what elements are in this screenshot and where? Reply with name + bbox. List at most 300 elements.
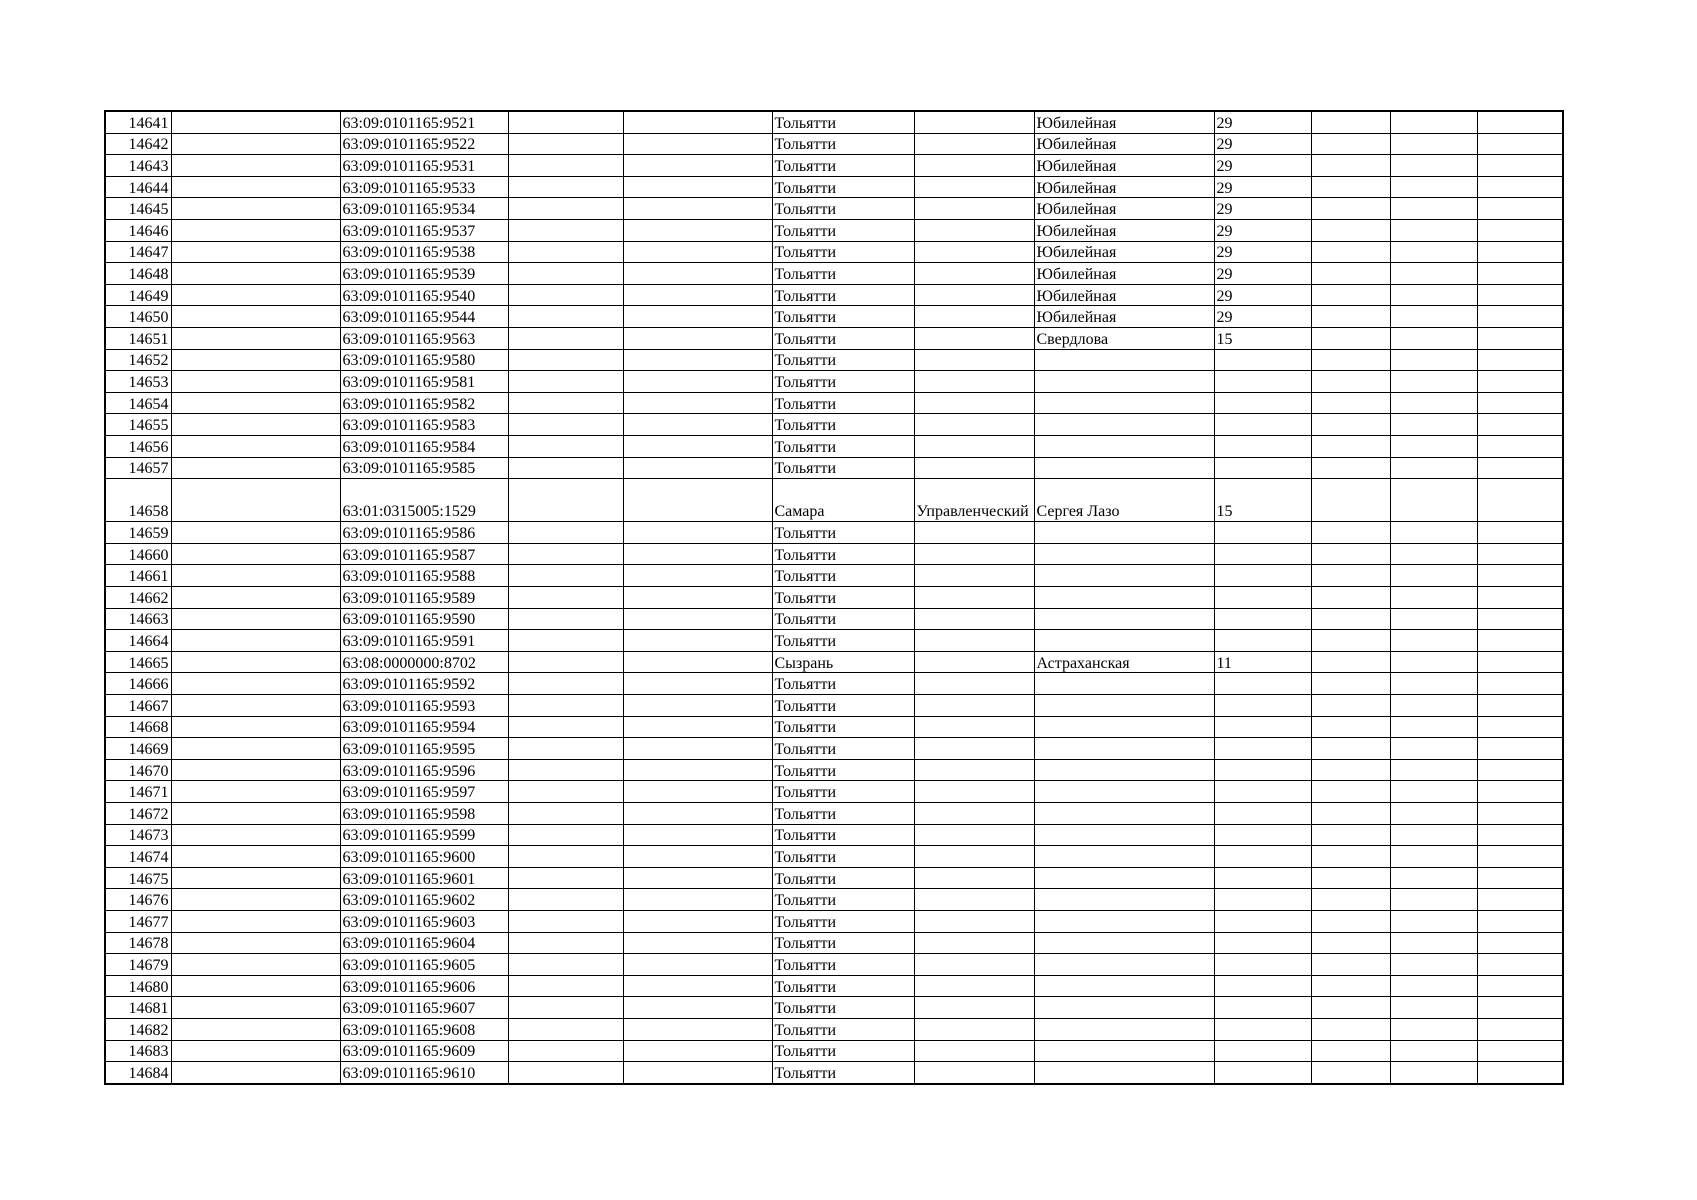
city-cell: Сызрань: [772, 651, 914, 673]
table-row: [105, 954, 1563, 976]
empty-cell: [171, 371, 340, 393]
row-number-cell: 14647: [105, 241, 171, 263]
empty-cell: [171, 263, 340, 285]
city-cell: Тольятти: [772, 867, 914, 889]
street-cell: [1034, 803, 1214, 825]
empty-cell: [623, 543, 772, 565]
empty-cell: [623, 587, 772, 609]
row-number-cell: 14669: [105, 738, 171, 760]
empty-cell: [1390, 1062, 1477, 1084]
empty-cell: [1477, 479, 1563, 522]
empty-cell: [623, 803, 772, 825]
table-row: [105, 479, 1563, 522]
district-cell: [914, 327, 1034, 349]
empty-cell: [508, 781, 623, 803]
row-number-cell: 14679: [105, 954, 171, 976]
empty-cell: [1390, 824, 1477, 846]
empty-cell: [171, 630, 340, 652]
district-cell: Управленческий: [914, 479, 1034, 522]
empty-cell: [1477, 263, 1563, 285]
cadastral-number-cell: 63:09:0101165:9593: [340, 695, 508, 717]
street-cell: [1034, 975, 1214, 997]
city-cell: Тольятти: [772, 111, 914, 133]
row-number-cell: 14675: [105, 867, 171, 889]
empty-cell: [623, 716, 772, 738]
district-cell: [914, 284, 1034, 306]
table-row: [105, 371, 1563, 393]
cadastral-number-cell: 63:09:0101165:9586: [340, 522, 508, 544]
empty-cell: [1390, 306, 1477, 328]
table-row: [105, 738, 1563, 760]
empty-cell: [171, 997, 340, 1019]
empty-cell: [1311, 759, 1390, 781]
empty-cell: [508, 738, 623, 760]
district-cell: [914, 889, 1034, 911]
empty-cell: [508, 932, 623, 954]
records-table-body: [105, 111, 1563, 1084]
empty-cell: [623, 954, 772, 976]
empty-cell: [508, 1040, 623, 1062]
row-number-cell: 14654: [105, 392, 171, 414]
street-cell: Юбилейная: [1034, 306, 1214, 328]
empty-cell: [623, 414, 772, 436]
house-number-cell: [1214, 695, 1311, 717]
empty-cell: [1390, 608, 1477, 630]
house-number-cell: [1214, 803, 1311, 825]
house-number-cell: [1214, 781, 1311, 803]
empty-cell: [1390, 565, 1477, 587]
cadastral-number-cell: 63:09:0101165:9539: [340, 263, 508, 285]
street-cell: [1034, 695, 1214, 717]
table-row: [105, 349, 1563, 371]
empty-cell: [623, 1062, 772, 1084]
table-row: [105, 543, 1563, 565]
table-row: [105, 198, 1563, 220]
empty-cell: [623, 824, 772, 846]
empty-cell: [171, 759, 340, 781]
street-cell: Юбилейная: [1034, 176, 1214, 198]
cadastral-number-cell: 63:09:0101165:9531: [340, 155, 508, 177]
empty-cell: [171, 435, 340, 457]
empty-cell: [171, 1062, 340, 1084]
empty-cell: [171, 716, 340, 738]
empty-cell: [1390, 327, 1477, 349]
empty-cell: [171, 543, 340, 565]
empty-cell: [1390, 932, 1477, 954]
city-cell: Тольятти: [772, 587, 914, 609]
row-number-cell: 14678: [105, 932, 171, 954]
street-cell: [1034, 889, 1214, 911]
empty-cell: [1477, 543, 1563, 565]
house-number-cell: [1214, 1040, 1311, 1062]
table-row: [105, 781, 1563, 803]
cadastral-number-cell: 63:09:0101165:9587: [340, 543, 508, 565]
row-number-cell: 14659: [105, 522, 171, 544]
empty-cell: [508, 198, 623, 220]
empty-cell: [1390, 738, 1477, 760]
city-cell: Тольятти: [772, 846, 914, 868]
cadastral-number-cell: 63:09:0101165:9596: [340, 759, 508, 781]
street-cell: [1034, 522, 1214, 544]
empty-cell: [1311, 846, 1390, 868]
empty-cell: [508, 263, 623, 285]
empty-cell: [1390, 651, 1477, 673]
empty-cell: [623, 371, 772, 393]
table-row: [105, 608, 1563, 630]
district-cell: [914, 522, 1034, 544]
empty-cell: [1311, 997, 1390, 1019]
empty-cell: [1477, 457, 1563, 479]
empty-cell: [623, 263, 772, 285]
empty-cell: [1311, 306, 1390, 328]
empty-cell: [1477, 349, 1563, 371]
cadastral-number-cell: 63:09:0101165:9534: [340, 198, 508, 220]
empty-cell: [1390, 975, 1477, 997]
empty-cell: [1311, 155, 1390, 177]
empty-cell: [1390, 435, 1477, 457]
city-cell: Тольятти: [772, 803, 914, 825]
cadastral-number-cell: 63:09:0101165:9588: [340, 565, 508, 587]
city-cell: Тольятти: [772, 781, 914, 803]
table-row: [105, 306, 1563, 328]
empty-cell: [1311, 435, 1390, 457]
empty-cell: [171, 457, 340, 479]
empty-cell: [1390, 695, 1477, 717]
empty-cell: [1311, 457, 1390, 479]
row-number-cell: 14653: [105, 371, 171, 393]
empty-cell: [1477, 198, 1563, 220]
empty-cell: [1477, 738, 1563, 760]
table-row: [105, 414, 1563, 436]
table-row: [105, 695, 1563, 717]
row-number-cell: 14646: [105, 219, 171, 241]
empty-cell: [1311, 738, 1390, 760]
district-cell: [914, 630, 1034, 652]
house-number-cell: [1214, 1018, 1311, 1040]
empty-cell: [623, 997, 772, 1019]
city-cell: Тольятти: [772, 630, 914, 652]
empty-cell: [623, 651, 772, 673]
street-cell: Юбилейная: [1034, 133, 1214, 155]
empty-cell: [508, 219, 623, 241]
district-cell: [914, 565, 1034, 587]
street-cell: [1034, 349, 1214, 371]
empty-cell: [1311, 263, 1390, 285]
empty-cell: [171, 738, 340, 760]
district-cell: [914, 608, 1034, 630]
empty-cell: [1311, 349, 1390, 371]
empty-cell: [1477, 997, 1563, 1019]
records-table: [104, 110, 1564, 1085]
empty-cell: [1390, 1040, 1477, 1062]
empty-cell: [1477, 414, 1563, 436]
table-row: [105, 435, 1563, 457]
empty-cell: [623, 846, 772, 868]
empty-cell: [171, 673, 340, 695]
empty-cell: [623, 975, 772, 997]
empty-cell: [1477, 111, 1563, 133]
house-number-cell: [1214, 673, 1311, 695]
empty-cell: [1477, 759, 1563, 781]
district-cell: [914, 695, 1034, 717]
empty-cell: [1390, 284, 1477, 306]
empty-cell: [623, 867, 772, 889]
table-row: [105, 263, 1563, 285]
street-cell: Астраханская: [1034, 651, 1214, 673]
empty-cell: [1311, 133, 1390, 155]
empty-cell: [508, 910, 623, 932]
cadastral-number-cell: 63:09:0101165:9537: [340, 219, 508, 241]
empty-cell: [1390, 522, 1477, 544]
empty-cell: [623, 673, 772, 695]
empty-cell: [1311, 371, 1390, 393]
city-cell: Тольятти: [772, 738, 914, 760]
empty-cell: [508, 155, 623, 177]
empty-cell: [171, 219, 340, 241]
empty-cell: [1390, 219, 1477, 241]
house-number-cell: [1214, 824, 1311, 846]
empty-cell: [623, 759, 772, 781]
empty-cell: [623, 435, 772, 457]
empty-cell: [1390, 371, 1477, 393]
district-cell: [914, 673, 1034, 695]
empty-cell: [1477, 824, 1563, 846]
district-cell: [914, 219, 1034, 241]
city-cell: Тольятти: [772, 435, 914, 457]
district-cell: [914, 867, 1034, 889]
empty-cell: [508, 284, 623, 306]
empty-cell: [171, 327, 340, 349]
cadastral-number-cell: 63:09:0101165:9598: [340, 803, 508, 825]
district-cell: [914, 435, 1034, 457]
empty-cell: [1311, 522, 1390, 544]
row-number-cell: 14644: [105, 176, 171, 198]
empty-cell: [1390, 198, 1477, 220]
empty-cell: [1390, 133, 1477, 155]
street-cell: [1034, 371, 1214, 393]
city-cell: Самара: [772, 479, 914, 522]
empty-cell: [508, 975, 623, 997]
empty-cell: [1477, 392, 1563, 414]
row-number-cell: 14652: [105, 349, 171, 371]
empty-cell: [1390, 781, 1477, 803]
row-number-cell: 14666: [105, 673, 171, 695]
empty-cell: [171, 111, 340, 133]
empty-cell: [1311, 608, 1390, 630]
district-cell: [914, 457, 1034, 479]
city-cell: Тольятти: [772, 954, 914, 976]
empty-cell: [623, 392, 772, 414]
cadastral-number-cell: 63:09:0101165:9610: [340, 1062, 508, 1084]
street-cell: Юбилейная: [1034, 263, 1214, 285]
empty-cell: [1477, 371, 1563, 393]
empty-cell: [171, 781, 340, 803]
empty-cell: [623, 1040, 772, 1062]
street-cell: Юбилейная: [1034, 111, 1214, 133]
row-number-cell: 14661: [105, 565, 171, 587]
row-number-cell: 14672: [105, 803, 171, 825]
row-number-cell: 14651: [105, 327, 171, 349]
empty-cell: [1390, 630, 1477, 652]
empty-cell: [1390, 716, 1477, 738]
row-number-cell: 14668: [105, 716, 171, 738]
cadastral-number-cell: 63:09:0101165:9601: [340, 867, 508, 889]
empty-cell: [171, 846, 340, 868]
empty-cell: [1311, 932, 1390, 954]
house-number-cell: [1214, 457, 1311, 479]
empty-cell: [1477, 133, 1563, 155]
cadastral-number-cell: 63:01:0315005:1529: [340, 479, 508, 522]
house-number-cell: [1214, 349, 1311, 371]
cadastral-number-cell: 63:09:0101165:9595: [340, 738, 508, 760]
empty-cell: [1311, 414, 1390, 436]
table-row: [105, 673, 1563, 695]
empty-cell: [1390, 997, 1477, 1019]
city-cell: Тольятти: [772, 975, 914, 997]
row-number-cell: 14671: [105, 781, 171, 803]
cadastral-number-cell: 63:09:0101165:9607: [340, 997, 508, 1019]
house-number-cell: [1214, 997, 1311, 1019]
empty-cell: [508, 565, 623, 587]
city-cell: Тольятти: [772, 219, 914, 241]
street-cell: [1034, 673, 1214, 695]
district-cell: [914, 1040, 1034, 1062]
row-number-cell: 14676: [105, 889, 171, 911]
empty-cell: [1311, 479, 1390, 522]
row-number-cell: 14677: [105, 910, 171, 932]
district-cell: [914, 954, 1034, 976]
city-cell: Тольятти: [772, 889, 914, 911]
district-cell: [914, 1018, 1034, 1040]
cadastral-number-cell: 63:09:0101165:9594: [340, 716, 508, 738]
table-row: [105, 716, 1563, 738]
empty-cell: [1311, 587, 1390, 609]
house-number-cell: 29: [1214, 219, 1311, 241]
house-number-cell: [1214, 889, 1311, 911]
street-cell: [1034, 435, 1214, 457]
empty-cell: [1477, 587, 1563, 609]
empty-cell: [1311, 867, 1390, 889]
row-number-cell: 14670: [105, 759, 171, 781]
cadastral-number-cell: 63:09:0101165:9580: [340, 349, 508, 371]
empty-cell: [1390, 954, 1477, 976]
table-row: [105, 651, 1563, 673]
house-number-cell: [1214, 846, 1311, 868]
empty-cell: [1477, 219, 1563, 241]
empty-cell: [1477, 241, 1563, 263]
house-number-cell: [1214, 954, 1311, 976]
row-number-cell: 14649: [105, 284, 171, 306]
empty-cell: [1390, 457, 1477, 479]
table-row: [105, 1018, 1563, 1040]
city-cell: Тольятти: [772, 759, 914, 781]
empty-cell: [1477, 284, 1563, 306]
empty-cell: [508, 587, 623, 609]
empty-cell: [1311, 975, 1390, 997]
city-cell: Тольятти: [772, 716, 914, 738]
empty-cell: [1477, 673, 1563, 695]
row-number-cell: 14645: [105, 198, 171, 220]
street-cell: [1034, 846, 1214, 868]
empty-cell: [623, 738, 772, 760]
cadastral-number-cell: 63:09:0101165:9533: [340, 176, 508, 198]
empty-cell: [1477, 522, 1563, 544]
street-cell: [1034, 1040, 1214, 1062]
city-cell: Тольятти: [772, 371, 914, 393]
empty-cell: [1477, 608, 1563, 630]
empty-cell: [171, 932, 340, 954]
empty-cell: [1390, 673, 1477, 695]
empty-cell: [171, 306, 340, 328]
empty-cell: [508, 1062, 623, 1084]
empty-cell: [171, 155, 340, 177]
empty-cell: [1477, 910, 1563, 932]
house-number-cell: [1214, 522, 1311, 544]
empty-cell: [508, 846, 623, 868]
district-cell: [914, 824, 1034, 846]
street-cell: [1034, 414, 1214, 436]
district-cell: [914, 155, 1034, 177]
row-number-cell: 14657: [105, 457, 171, 479]
table-row: [105, 284, 1563, 306]
district-cell: [914, 111, 1034, 133]
cadastral-number-cell: 63:09:0101165:9604: [340, 932, 508, 954]
city-cell: Тольятти: [772, 392, 914, 414]
district-cell: [914, 349, 1034, 371]
empty-cell: [1311, 695, 1390, 717]
cadastral-number-cell: 63:09:0101165:9600: [340, 846, 508, 868]
empty-cell: [508, 241, 623, 263]
empty-cell: [623, 284, 772, 306]
empty-cell: [1477, 1018, 1563, 1040]
city-cell: Тольятти: [772, 824, 914, 846]
house-number-cell: [1214, 932, 1311, 954]
empty-cell: [1311, 565, 1390, 587]
house-number-cell: [1214, 630, 1311, 652]
empty-cell: [1311, 111, 1390, 133]
empty-cell: [1477, 565, 1563, 587]
table-row: [105, 997, 1563, 1019]
row-number-cell: 14663: [105, 608, 171, 630]
empty-cell: [623, 219, 772, 241]
house-number-cell: [1214, 1062, 1311, 1084]
district-cell: [914, 759, 1034, 781]
district-cell: [914, 392, 1034, 414]
table-row: [105, 587, 1563, 609]
city-cell: Тольятти: [772, 1062, 914, 1084]
empty-cell: [1311, 198, 1390, 220]
district-cell: [914, 198, 1034, 220]
city-cell: Тольятти: [772, 910, 914, 932]
city-cell: Тольятти: [772, 133, 914, 155]
cadastral-number-cell: 63:09:0101165:9538: [340, 241, 508, 263]
row-number-cell: 14684: [105, 1062, 171, 1084]
district-cell: [914, 133, 1034, 155]
empty-cell: [1311, 803, 1390, 825]
district-cell: [914, 587, 1034, 609]
empty-cell: [171, 349, 340, 371]
city-cell: Тольятти: [772, 565, 914, 587]
empty-cell: [623, 457, 772, 479]
empty-cell: [1311, 327, 1390, 349]
table-row: [105, 111, 1563, 133]
table-row: [105, 910, 1563, 932]
street-cell: Юбилейная: [1034, 155, 1214, 177]
street-cell: [1034, 824, 1214, 846]
empty-cell: [1477, 695, 1563, 717]
empty-cell: [623, 133, 772, 155]
empty-cell: [508, 651, 623, 673]
